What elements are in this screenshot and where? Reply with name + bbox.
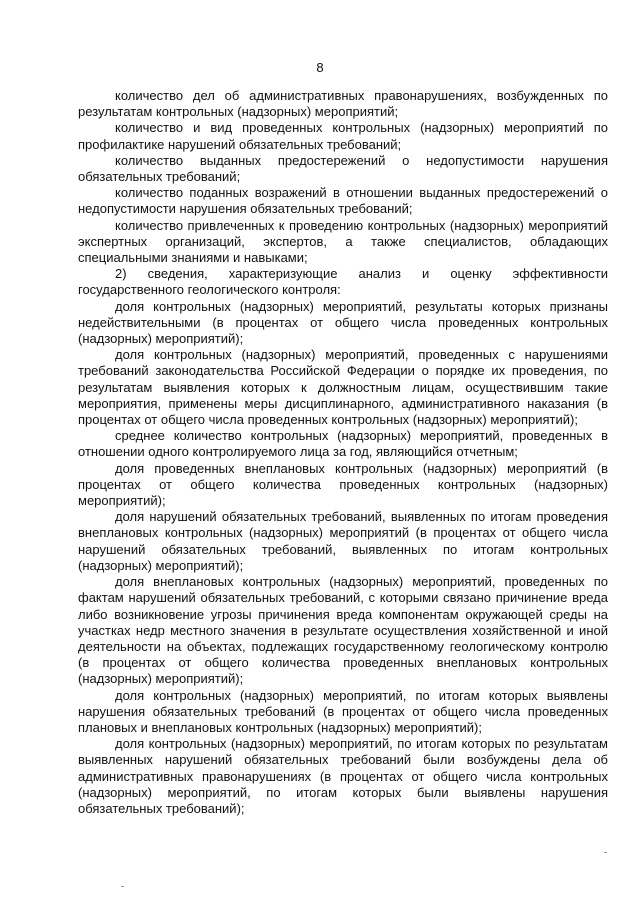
paragraph: доля контрольных (надзорных) мероприятий, по итогам которых выявлены нарушения обязательных требований (в процентах от общего числа проведенных плановых и внеплановых контрольных (надзорных) мероприятий);: [78, 687, 608, 735]
paragraph: доля внеплановых контрольных (надзорных) мероприятий, проведенных по фактам нарушений обязательных требований, с которыми связано причинение вреда либо возникновение угрозы причинения вреда компонентам окружающей среды на участках недр местного значения в результате осуществления хозяйственной и иной деятельности на объектах, подлежащих государственному геологическому контролю (в процентах от общего количества проведенных внеплановых контрольных (надзорных) мероприятий);: [78, 574, 608, 687]
paragraph: доля нарушений обязательных требований, выявленных по итогам проведения внеплановых контрольных (надзорных) мероприятий (в процентах от общего числа нарушений обязательных требований, выявленных по итогам контрольных (надзорных) мероприятий);: [78, 509, 608, 573]
paragraph: количество дел об административных правонарушениях, возбужденных по результатам контрольных (надзорных) мероприятий;: [78, 88, 608, 120]
scan-mark: [604, 852, 607, 853]
scan-mark: [121, 886, 124, 887]
paragraph: доля контрольных (надзорных) мероприятий, проведенных с нарушениями требований законодательства Российской Федерации о порядке их проведения, по результатам выявления которых к должностным лицам, осуществившим такие мероприятия, применены меры дисциплинарного, административного наказания (в процентах от общего числа проведенных контрольных (надзорных) мероприятий);: [78, 347, 608, 428]
paragraph: количество и вид проведенных контрольных (надзорных) мероприятий по профилактике нарушений обязательных требований;: [78, 120, 608, 152]
paragraph: среднее количество контрольных (надзорных) мероприятий, проведенных в отношении одного контролируемого лица за год, являющийся отчетным;: [78, 428, 608, 460]
paragraph: количество выданных предостережений о недопустимости нарушения обязательных требований;: [78, 152, 608, 185]
page-number: 8: [316, 60, 324, 75]
paragraph: количество привлеченных к проведению контрольных (надзорных) мероприятий экспертных организаций, экспертов, а также специалистов, обладающих специальными знаниями и навыками;: [78, 217, 608, 266]
paragraph: доля контрольных (надзорных) мероприятий, по итогам которых по результатам выявленных нарушений обязательных требований были возбуждены дела об административных правонарушениях (в процентах от общего числа контрольных (надзорных) мероприятий, по итогам которых были выявлены нарушения обязательных требований);: [78, 736, 608, 816]
document-body: [78, 88, 608, 817]
paragraph: 2) сведения, характеризующие анализ и оценку эффективности государственного геологического контроля:: [78, 266, 608, 298]
paragraph: количество поданных возражений в отношении выданных предостережений о недопустимости нарушения обязательных требований;: [78, 185, 608, 217]
paragraph: доля контрольных (надзорных) мероприятий, результаты которых признаны недействительными (в процентах от общего числа проведенных контрольных (надзорных) мероприятий);: [78, 298, 608, 347]
paragraph: доля проведенных внеплановых контрольных (надзорных) мероприятий (в процентах от общего количества проведенных контрольных (надзорных) мероприятий);: [78, 460, 608, 509]
